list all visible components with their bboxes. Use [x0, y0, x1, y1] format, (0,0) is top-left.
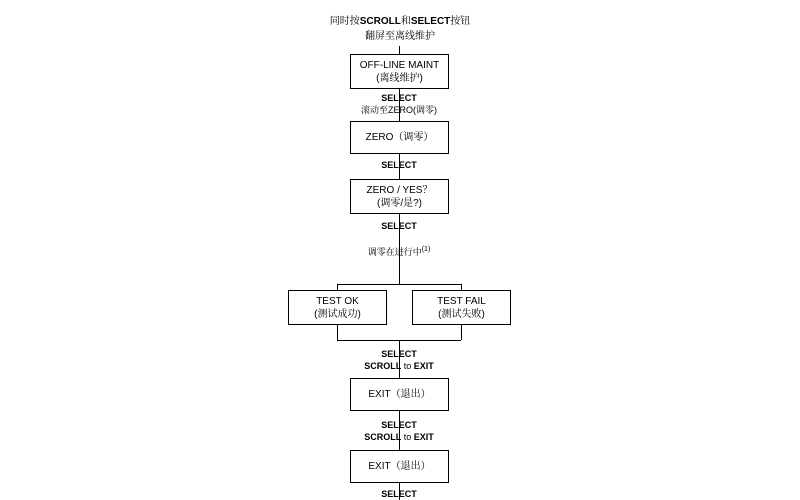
node-exit-2 [350, 450, 449, 483]
node-zero-line1: ZERO（调零） [365, 132, 434, 143]
edge-note-scroll-to-zero: 滚动至ZERO(调零) [361, 105, 437, 115]
title-mid: 和 [400, 16, 411, 27]
title-suffix: 按钮 [450, 16, 471, 27]
title-line-1 [300, 14, 500, 29]
edge-label-exit-2: EXIT [413, 432, 434, 442]
edge-label-to-1: to [401, 361, 414, 371]
node-test-ok [288, 290, 387, 325]
node-exit-1-line1: EXIT（退出） [368, 389, 431, 400]
edge-label-select-scroll-2-line2 [349, 431, 449, 443]
node-test-ok-line1: TEST OK [316, 295, 359, 307]
connector-title-to-offline [399, 46, 400, 54]
edge-note-zeroing-superscript: (1) [421, 246, 431, 253]
branch-left-up [337, 325, 338, 340]
edge-note-zeroing [329, 244, 469, 258]
title-bold-scroll: SCROLL [359, 16, 401, 27]
edge-note-zeroing-text: 调零在进行中 [367, 247, 422, 257]
node-zero-yes [350, 179, 449, 214]
diagram-title [300, 14, 500, 44]
edge-label-select-scroll-1-line1: SELECT [381, 349, 417, 359]
edge-label-select-scroll-1-line2 [349, 360, 449, 372]
title-bold-select: SELECT [410, 16, 451, 27]
edge-label-select-3: SELECT [381, 221, 417, 231]
edge-label-select-4: SELECT [381, 489, 417, 499]
node-zero [350, 121, 449, 154]
node-test-fail-line1: TEST FAIL [437, 295, 486, 307]
edge-label-select-scroll-2-line1: SELECT [381, 420, 417, 430]
title-prefix: 同时按 [329, 16, 360, 27]
edge-label-scroll-2: SCROLL [364, 432, 402, 442]
edge-label-exit-1: EXIT [413, 361, 434, 371]
node-zero-yes-line2: (调零/是?) [377, 197, 422, 209]
node-exit-1 [350, 378, 449, 411]
edge-label-to-2: to [401, 432, 414, 442]
node-offline-maint [350, 54, 449, 89]
node-test-fail [412, 290, 511, 325]
branch-split-bar [337, 284, 461, 285]
branch-right-up [461, 325, 462, 340]
edge-label-scroll-1: SCROLL [364, 361, 402, 371]
node-offline-maint-line2: (离线维护) [376, 72, 423, 84]
node-exit-2-line1: EXIT（退出） [368, 461, 431, 472]
node-zero-yes-line1: ZERO / YES？ [366, 184, 433, 196]
node-offline-maint-line1: OFF-LINE MAINT [359, 59, 440, 71]
edge-label-select-1: SELECT [381, 93, 417, 103]
edge-label-select-2: SELECT [381, 160, 417, 170]
node-test-ok-line2: (测试成功) [314, 308, 361, 320]
title-line-2: 翻屏至离线维护 [365, 31, 435, 42]
node-test-fail-line2: (测试失败) [438, 308, 485, 320]
